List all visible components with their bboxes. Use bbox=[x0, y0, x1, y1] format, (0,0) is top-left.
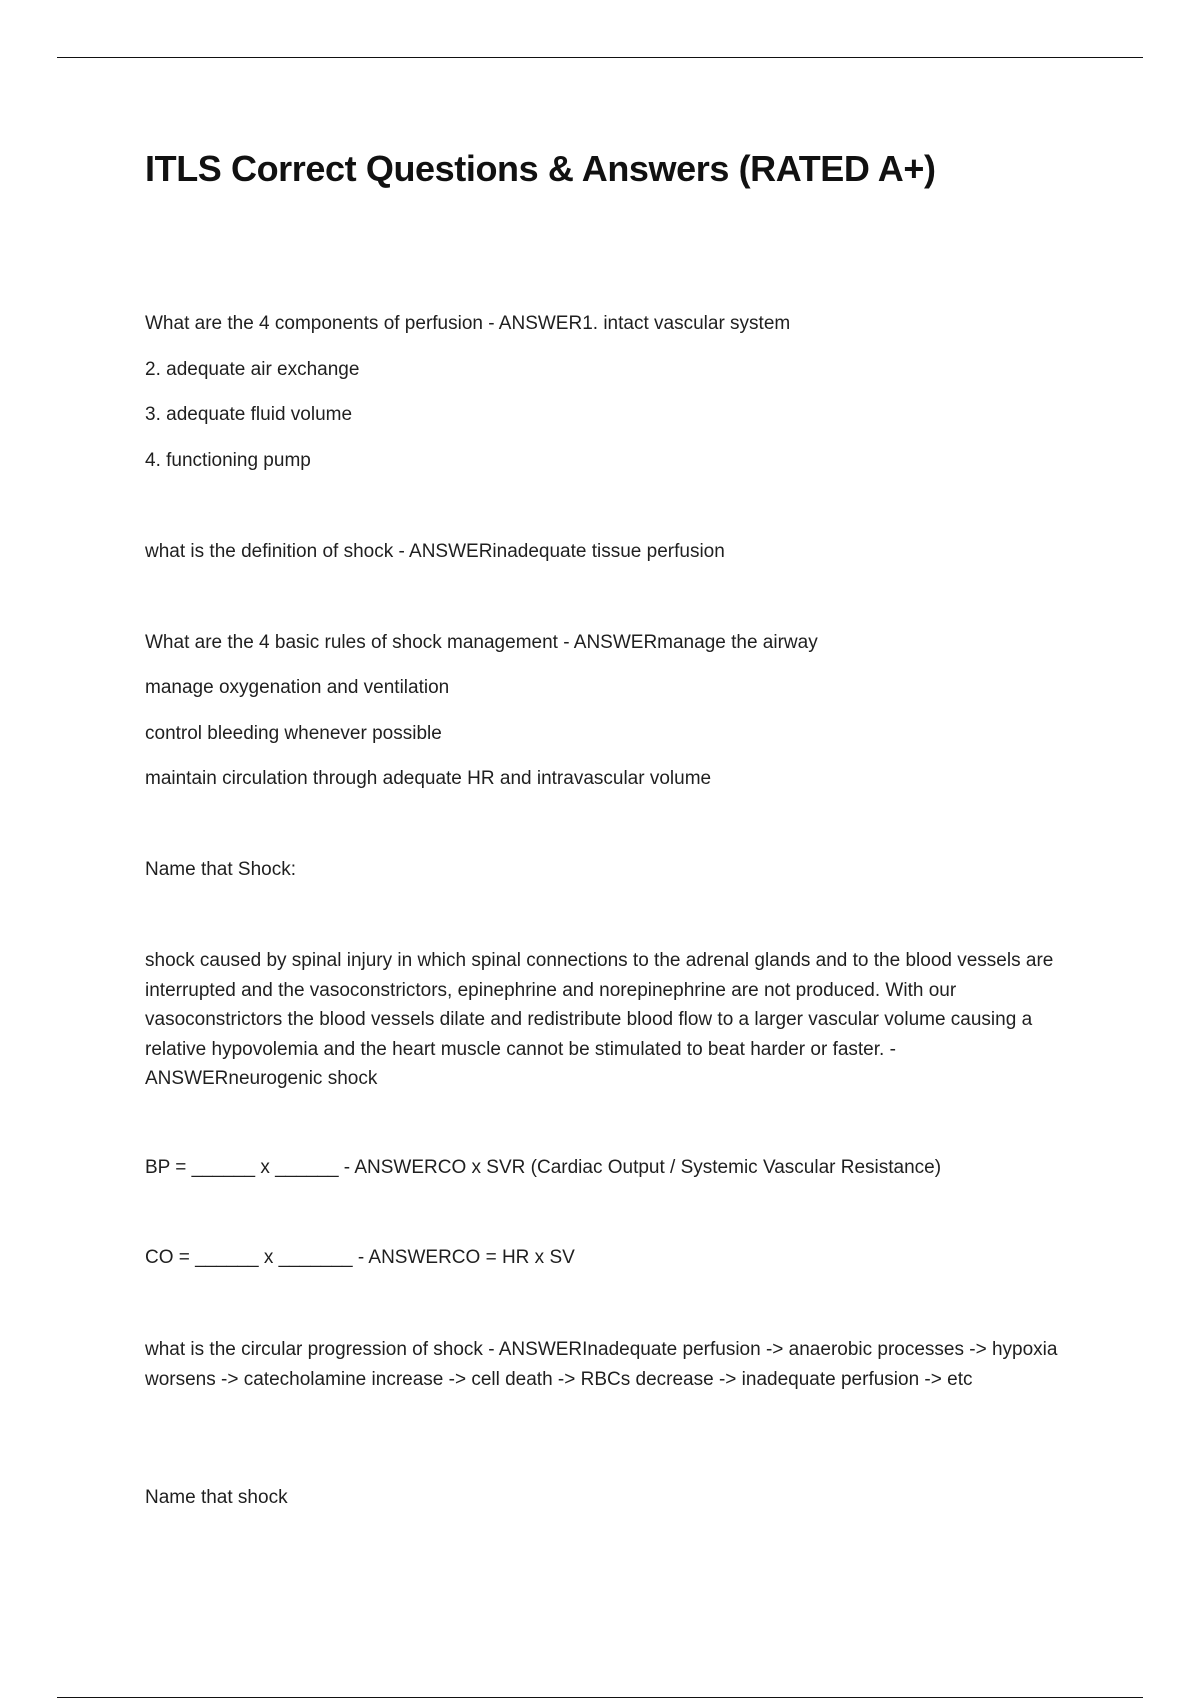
q2-question-answer: what is the definition of shock - ANSWERinadequate tissue perfusion bbox=[145, 541, 725, 562]
q8-heading: Name that shock bbox=[145, 1487, 288, 1508]
document-title: ITLS Correct Questions & Answers (RATED A+) bbox=[145, 148, 936, 189]
q3-question-answer: What are the 4 basic rules of shock management - ANSWERmanage the airway bbox=[145, 632, 818, 653]
q3-answer-item-4: maintain circulation through adequate HR and intravascular volume bbox=[145, 768, 712, 789]
q1-answer-item-3: 3. adequate fluid volume bbox=[145, 404, 353, 425]
q1-question-answer: What are the 4 components of perfusion - ANSWER1. intact vascular system bbox=[145, 313, 791, 334]
footer-rule bbox=[57, 1697, 1143, 1698]
q4-heading: Name that Shock: bbox=[145, 859, 297, 880]
q4-question-answer: shock caused by spinal injury in which spinal connections to the adrenal glands and to the blood vessels are interrupted and the vasoconstrictors, epinephrine and norepinephrine are not produced. With our vasoconstrictors the blood vessels dilate and redistribute blood flow to a larger vascular volume causing a relative hypovolemia and the heart muscle cannot be stimulated to beat harder or faster. - ANSWERneurogenic shock bbox=[145, 950, 1054, 1089]
q5-question-answer: BP = ______ x ______ - ANSWERCO x SVR (Cardiac Output / Systemic Vascular Resistance) bbox=[145, 1157, 942, 1178]
q3-answer-item-3: control bleeding whenever possible bbox=[145, 723, 442, 744]
q3-answer-item-2: manage oxygenation and ventilation bbox=[145, 677, 450, 698]
q1-answer-item-4: 4. functioning pump bbox=[145, 450, 311, 471]
header-rule bbox=[57, 57, 1143, 58]
q7-question-answer: what is the circular progression of shock - ANSWERInadequate perfusion -> anaerobic processes -> hypoxia worsens -> catecholamine increase -> cell death -> RBCs decrease -> inadequate perfusion -> etc bbox=[145, 1339, 1058, 1390]
q6-question-answer: CO = ______ x _______ - ANSWERCO = HR x SV bbox=[145, 1247, 575, 1268]
q1-answer-item-2: 2. adequate air exchange bbox=[145, 359, 360, 380]
